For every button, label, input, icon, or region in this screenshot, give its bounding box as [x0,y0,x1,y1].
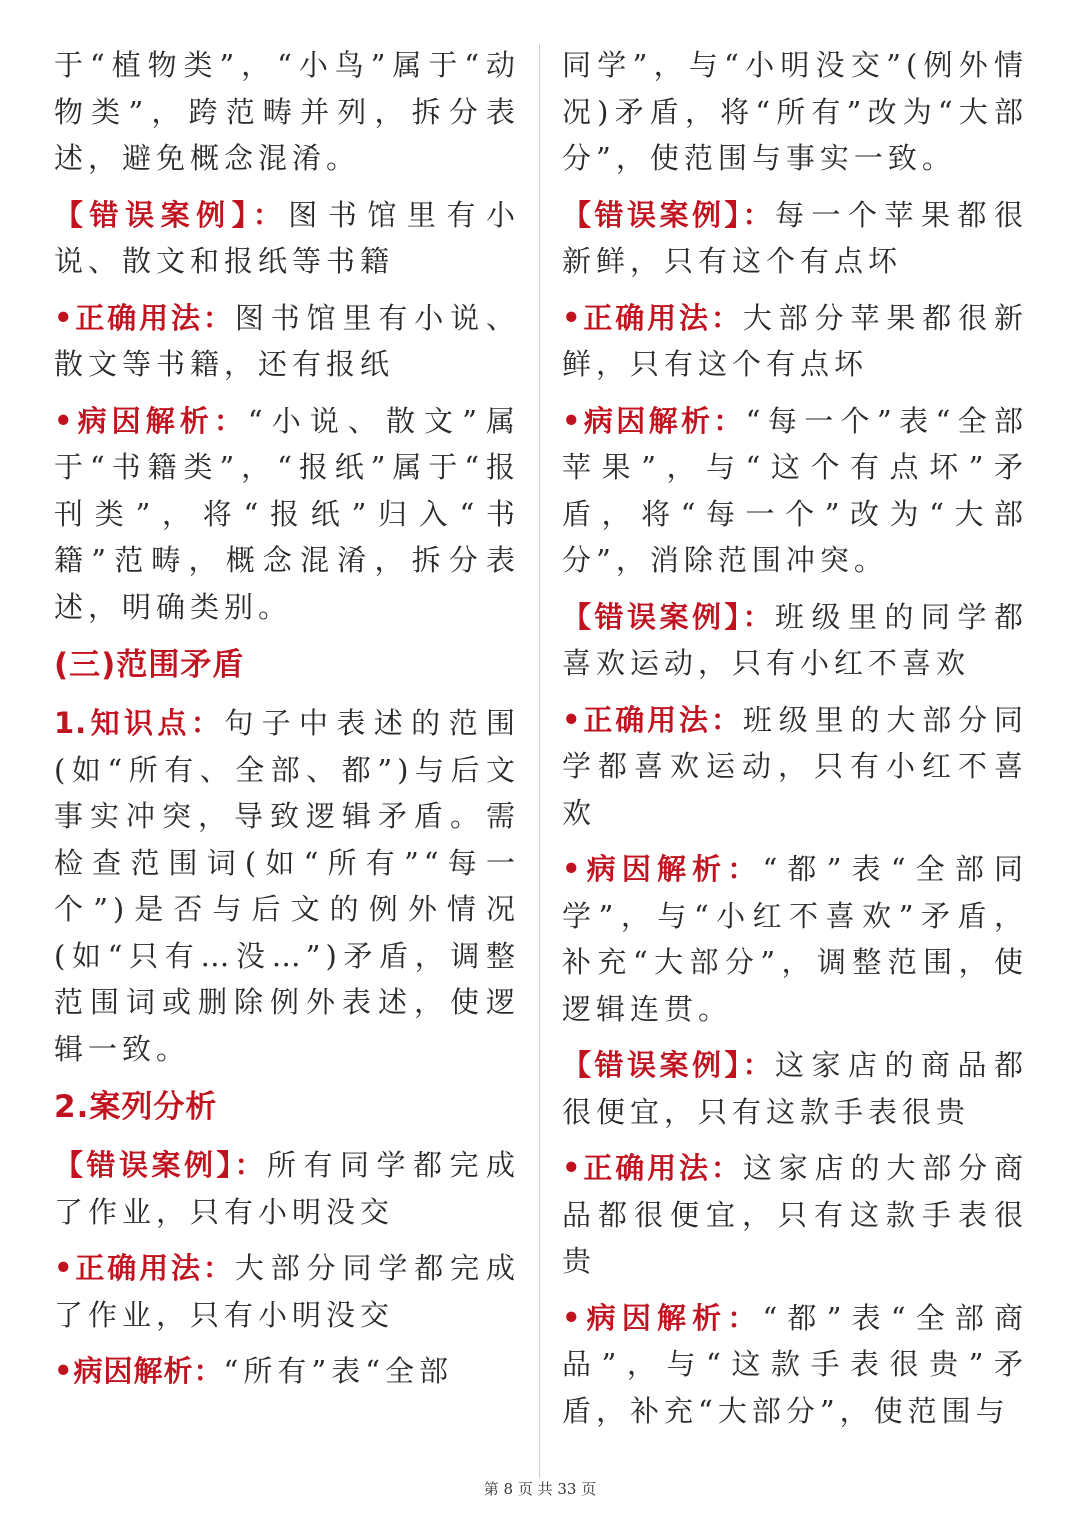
wrong-case-text: 所有同学都完成了作业，只有小明没交 [54,1148,520,1229]
page-number: 第 8 页 共 33 页 [483,1480,597,1498]
analysis-text: “都”表“全部商品”，与“这款手表很贵”矛盾，补充“大部分”，使范围与 [562,1300,1028,1428]
analysis-2 [54,1348,520,1395]
left-column [54,42,520,1405]
analysis-text: “小说、散文”属于“书籍类”，“报纸”属于“报刊类”，将“报纸”归入“书籍”范畴，概念混淆，拆分表述，明确类别。 [54,403,520,624]
knowledge-point-text: 句子中表述的范围(如“所有、全部、都”)与后文事实冲突，导致逻辑矛盾。需检查范围词(如“所有”“每一个”)是否与后文的例外情况(如“只有…没…”)矛盾，调整范围词或删除例外表述，使逻辑一致。 [54,706,520,1066]
paragraph-continuation: 于“植物类”，“小鸟”属于“动物类”，跨范畴并列，拆分表述，避免概念混淆。 [54,48,520,175]
analysis-1 [54,398,520,631]
correct-usage-text: 这家店的大部分商品都很便宜，只有这款手表很贵 [562,1151,1028,1278]
correct-usage-5 [562,1145,1028,1285]
analysis-text: “都”表“全部同学”，与“小红不喜欢”矛盾，补充“大部分”，调整范围，使逻辑连贯。 [562,852,1028,1026]
wrong-case-text: 这家店的商品都很便宜，只有这款手表很贵 [562,1048,1028,1129]
wrong-case-label: 【错误案例】： [562,599,775,634]
wrong-case-label: 【错误案例】： [54,1148,267,1182]
wrong-case-5 [562,1042,1028,1135]
correct-usage-4 [562,697,1028,837]
analysis-4 [562,846,1028,1032]
correct-usage-label: •正确用法： [54,300,235,335]
paragraph-continuation: 同学”，与“小明没交”(例外情况)矛盾，将“所有”改为“大部分”，使范围与事实一致。 [562,48,1028,175]
column-divider [539,44,540,1478]
wrong-case-label: 【错误案例】： [54,197,289,232]
analysis-text: “每一个”表“全部苹果”，与“这个有点坏”矛盾，将“每一个”改为“大部分”，消除范围冲突。 [562,403,1028,577]
wrong-case-4 [562,594,1028,687]
correct-usage-1 [54,295,520,388]
correct-usage-text: 大部分同学都完成了作业，只有小明没交 [54,1251,520,1332]
correct-usage-label: •正确用法： [54,1251,235,1285]
analysis-label: •病因解析： [54,403,248,438]
right-column [562,42,1028,1444]
wrong-case-2 [54,1142,520,1235]
correct-usage-3 [562,295,1028,388]
analysis-label: •病因解析： [54,1354,224,1388]
wrong-case-label: 【错误案例】： [562,1048,775,1082]
correct-usage-label: •正确用法： [562,1151,743,1185]
analysis-5 [562,1295,1028,1435]
knowledge-point [54,700,520,1072]
wrong-case-text: 图书馆里有小说、散文和报纸等书籍 [54,197,520,278]
correct-usage-text: 班级里的大部分同学都喜欢运动，只有小红不喜欢 [562,702,1028,830]
wrong-case-text: 每一个苹果都很新鲜，只有这个有点坏 [562,197,1028,278]
correct-usage-label: •正确用法： [562,702,743,737]
analysis-label: •病因解析： [562,403,746,438]
subsection-title: 2.案列分析 [54,1089,218,1125]
correct-usage-2 [54,1245,520,1338]
analysis-3 [562,398,1028,584]
wrong-case-3 [562,192,1028,285]
correct-usage-text: 大部分苹果都很新鲜，只有这个有点坏 [562,300,1028,381]
knowledge-point-label: 1.知识点： [54,706,225,740]
correct-usage-text: 图书馆里有小说、散文等书籍，还有报纸 [54,300,520,381]
analysis-label: •病因解析： [562,852,763,886]
section-title: (三)范围矛盾 [54,647,245,683]
wrong-case-label: 【错误案例】： [562,197,775,232]
analysis-label: •病因解析： [562,1300,763,1335]
correct-usage-label: •正确用法： [562,300,743,335]
wrong-case-1 [54,192,520,285]
analysis-text: “所有”表“全部 [223,1354,454,1388]
wrong-case-text: 班级里的同学都喜欢运动，只有小红不喜欢 [562,599,1028,680]
